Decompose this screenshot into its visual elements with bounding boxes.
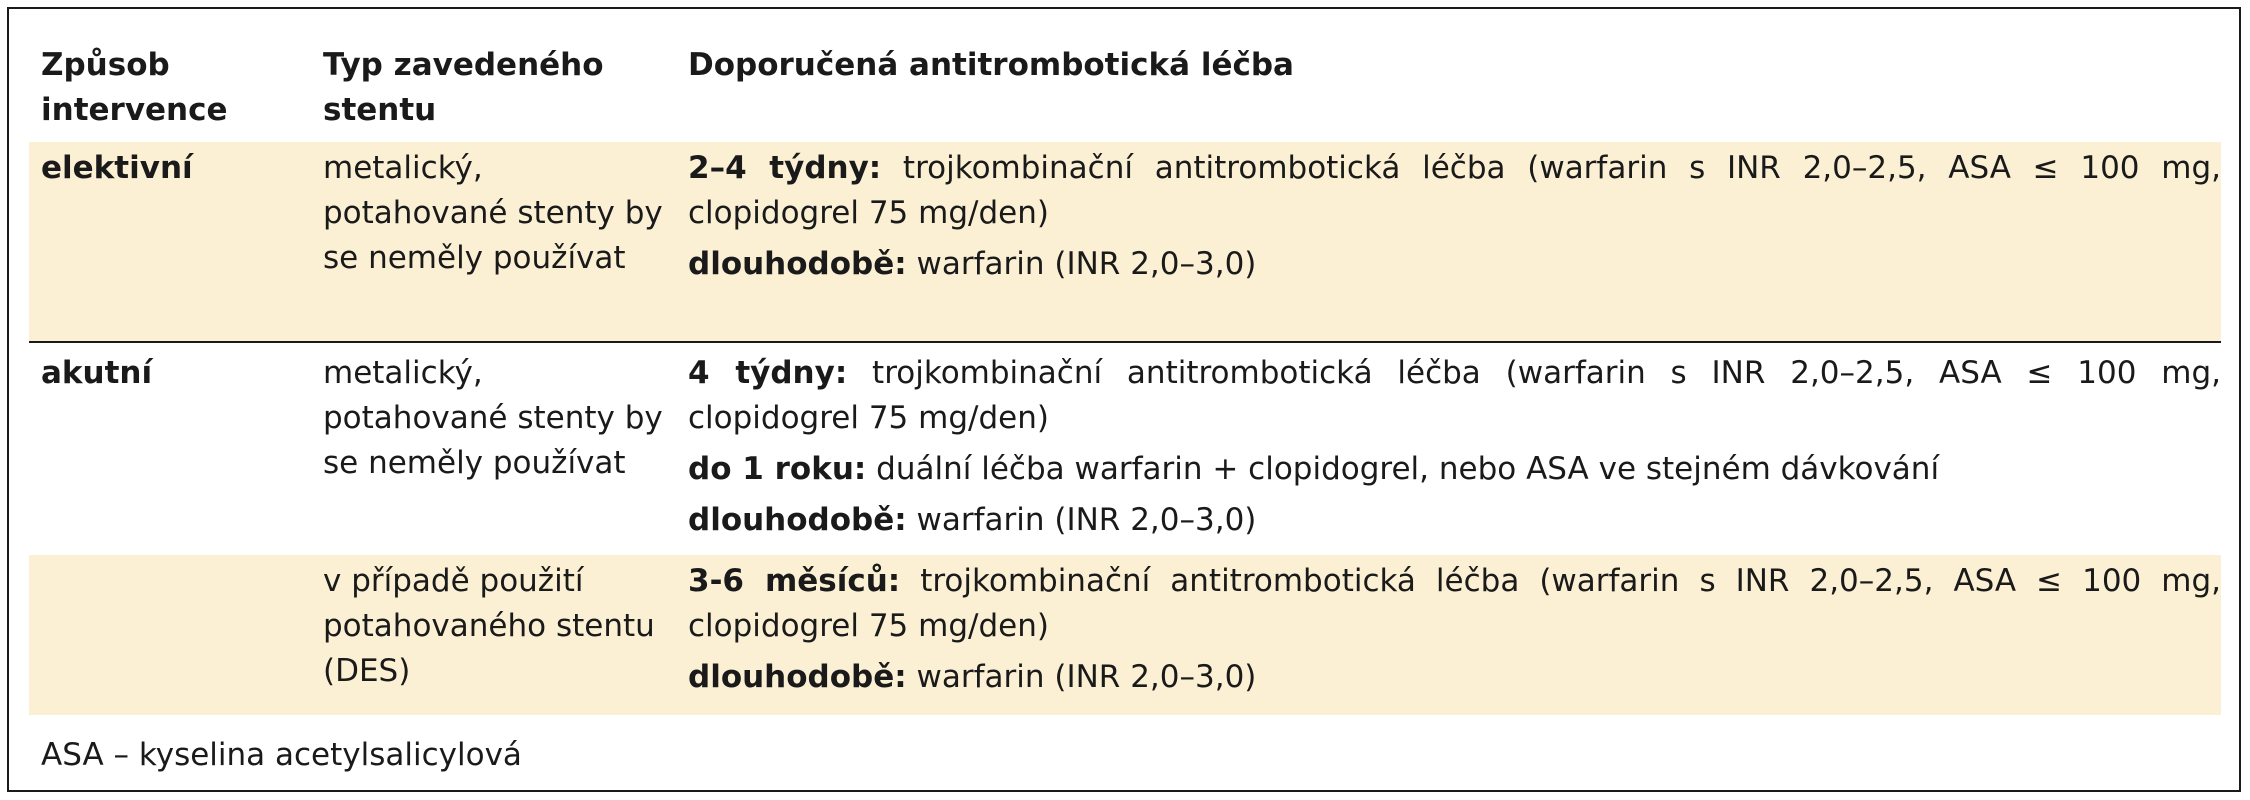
stent-cell: metalický, potahované stenty by se neměly používat bbox=[311, 342, 676, 555]
intervention-cell bbox=[29, 555, 311, 715]
treatment-table bbox=[29, 29, 2221, 715]
treatment-term: 2–4 týdny: bbox=[688, 150, 882, 186]
table-row bbox=[29, 555, 2221, 715]
footnote: ASA – kyselina acetylsalicylová bbox=[41, 737, 522, 773]
header-treatment: Doporučená antitrombotická léčba bbox=[688, 47, 1294, 83]
treatment-text: duální léčba warfarin + clopidogrel, nebo ASA ve stejném dávkování bbox=[866, 451, 1940, 487]
treatment-item bbox=[688, 242, 2221, 287]
stent-cell: metalický, potahované stenty by se neměly používat bbox=[323, 150, 663, 276]
table-row bbox=[29, 142, 2221, 342]
treatment-term: do 1 roku: bbox=[688, 451, 867, 487]
treatment-cell bbox=[676, 142, 2221, 342]
treatment-item bbox=[688, 447, 2221, 492]
treatment-text: trojkombinační antitrombotická léčba (warfarin s INR 2,0–2,5, ASA ≤ 100 mg, clopidogrel 75 mg/den) bbox=[688, 150, 2221, 231]
table-row bbox=[29, 342, 2221, 555]
intervention-cell: elektivní bbox=[41, 150, 193, 186]
intervention-cell: akutní bbox=[29, 342, 311, 555]
treatment-term: 4 týdny: bbox=[688, 355, 848, 391]
table-frame bbox=[7, 7, 2241, 792]
treatment-item bbox=[688, 655, 2221, 700]
header-stent-type: Typ zavedeného stentu bbox=[323, 47, 604, 128]
treatment-text: warfarin (INR 2,0–3,0) bbox=[906, 246, 1257, 282]
treatment-term: dlouhodobě: bbox=[688, 502, 907, 538]
treatment-item bbox=[688, 498, 2221, 543]
treatment-term: dlouhodobě: bbox=[688, 246, 907, 282]
treatment-term: dlouhodobě: bbox=[688, 659, 907, 695]
treatment-item bbox=[688, 559, 2221, 649]
treatment-term: 3-6 měsíců: bbox=[688, 563, 901, 599]
treatment-text: warfarin (INR 2,0–3,0) bbox=[906, 659, 1257, 695]
treatment-cell bbox=[676, 342, 2221, 555]
treatment-text: trojkombinační antitrombotická léčba (warfarin s INR 2,0–2,5, ASA ≤ 100 mg, clopidogrel 75 mg/den) bbox=[688, 563, 2221, 644]
treatment-item bbox=[688, 146, 2221, 236]
treatment-text: warfarin (INR 2,0–3,0) bbox=[906, 502, 1257, 538]
header-intervention: Způsob intervence bbox=[41, 47, 228, 128]
treatment-item bbox=[688, 351, 2221, 441]
stent-cell: v případě použití potahovaného stentu (DES) bbox=[323, 563, 655, 689]
header-row bbox=[29, 29, 2221, 142]
treatment-cell bbox=[676, 555, 2221, 715]
treatment-text: trojkombinační antitrombotická léčba (warfarin s INR 2,0–2,5, ASA ≤ 100 mg, clopidogrel 75 mg/den) bbox=[688, 355, 2221, 436]
